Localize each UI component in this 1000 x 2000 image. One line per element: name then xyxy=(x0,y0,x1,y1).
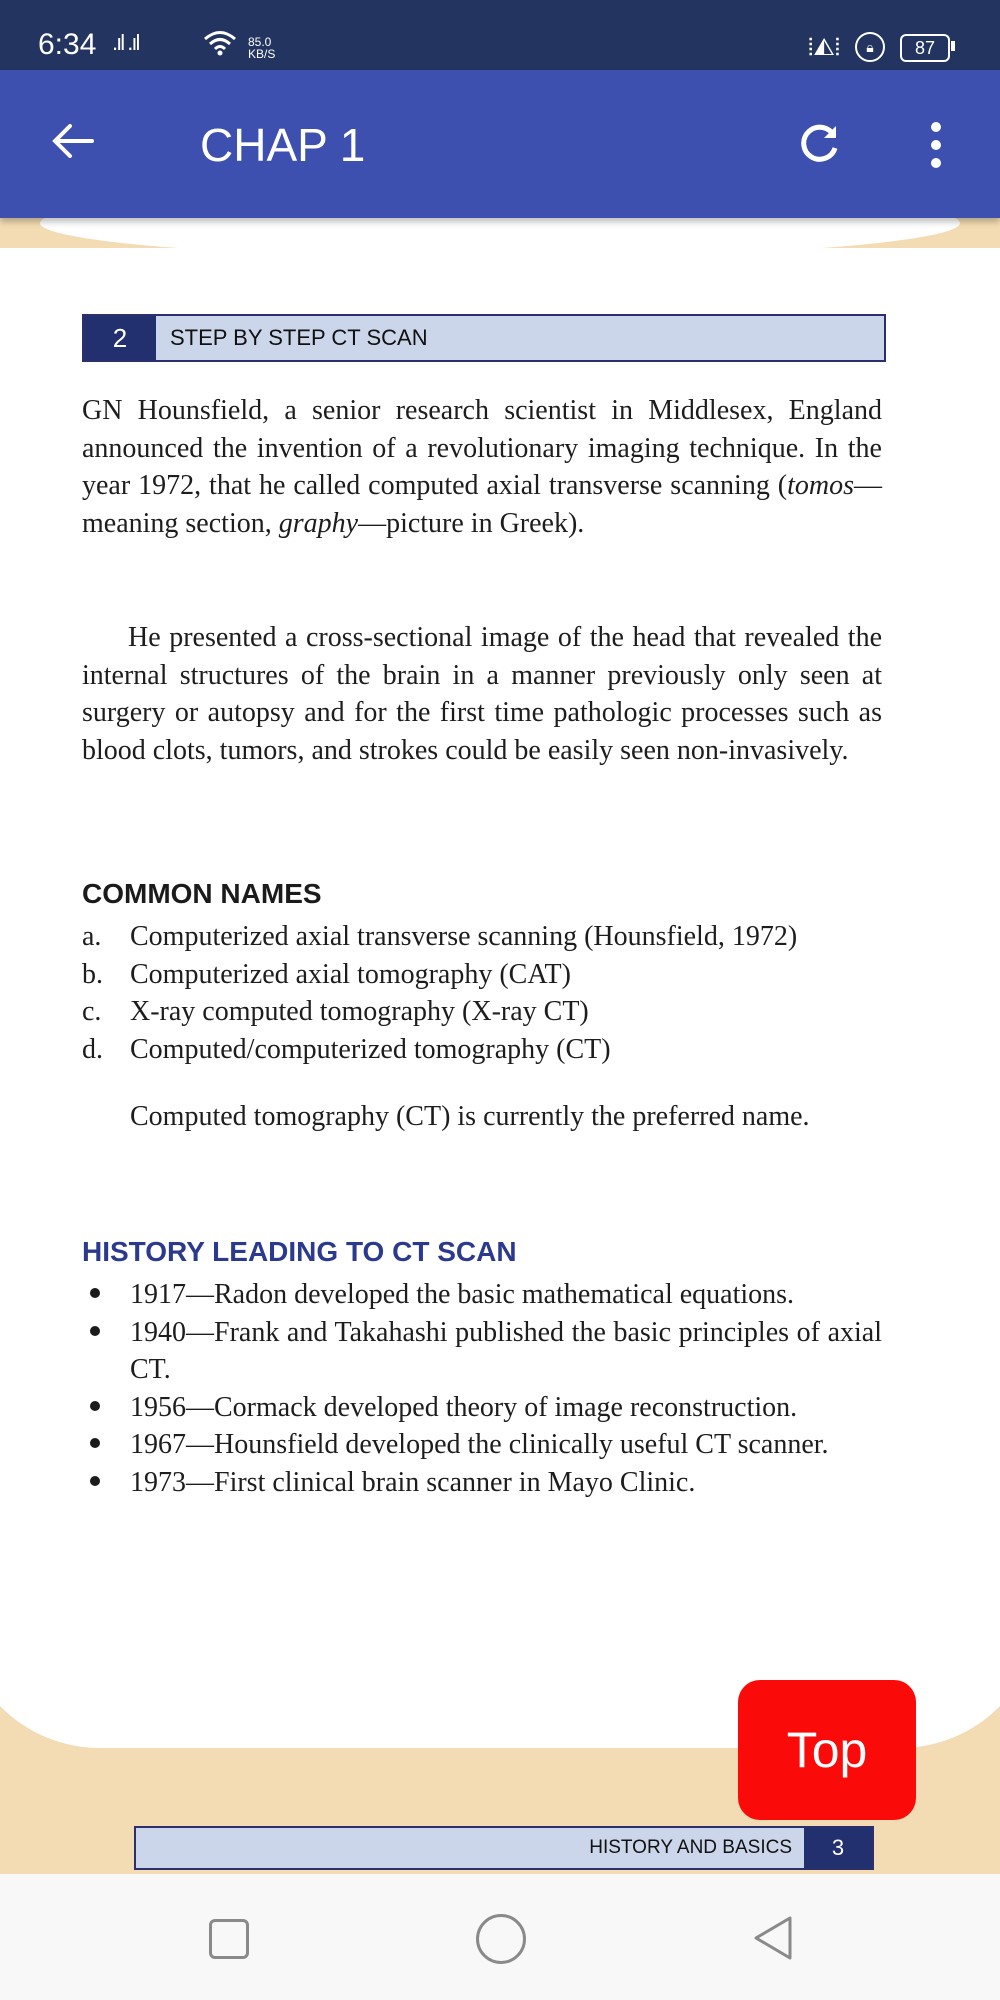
list-item-text: 1917—Radon developed the basic mathematical equations. xyxy=(130,1279,795,1310)
home-icon[interactable] xyxy=(476,1914,526,1964)
chapter-title: STEP BY STEP CT SCAN xyxy=(170,325,428,350)
nav-back-icon[interactable] xyxy=(748,1912,798,1964)
list-item-text: X-ray computed tomography (X-ray CT) xyxy=(130,996,589,1027)
status-time: 6:34 xyxy=(38,28,97,61)
list-item xyxy=(82,1314,882,1389)
bullet-icon xyxy=(90,1476,100,1486)
history-list xyxy=(82,1276,882,1501)
more-options-icon[interactable] xyxy=(928,120,944,170)
paragraph-intro xyxy=(82,392,882,542)
wifi-icon xyxy=(203,30,237,62)
common-names-heading: COMMON NAMES xyxy=(82,878,322,909)
battery-icon xyxy=(900,34,950,62)
intro-term-tomos: tomos xyxy=(787,470,854,501)
list-marker: d. xyxy=(82,1033,103,1065)
bullet-icon xyxy=(90,1438,100,1448)
list-item-text: 1956—Cormack developed theory of image reconstruction. xyxy=(130,1391,798,1423)
recents-icon[interactable] xyxy=(209,1919,249,1959)
list-item-text: 1967—Hounsfield developed the clinically useful CT scanner. xyxy=(130,1429,829,1460)
intro-text-a: GN Hounsfield, a senior research scientist in Middlesex, England announced the invention of a revolutionary imaging technique. In the year 1972, that he called computed axial transverse scanning ( xyxy=(82,395,882,501)
page-title: CHAP 1 xyxy=(200,119,366,171)
chapter-number: 2 xyxy=(84,316,156,360)
page-footer xyxy=(134,1826,874,1870)
signal-icon: .ıl .ıl xyxy=(112,30,139,55)
list-item-text: 1940—Frank and Takahashi published the basic principles of axial CT. xyxy=(130,1316,882,1385)
page-number: 3 xyxy=(804,1828,872,1868)
intro-text-b: — meaning section, xyxy=(82,470,882,539)
app-bar xyxy=(0,70,1000,218)
list-item-text: 1973—First clinical brain scanner in Mayo Clinic. xyxy=(130,1466,696,1498)
bullet-icon xyxy=(90,1401,100,1411)
preferred-name-text: Computed tomography (CT) is currently the preferred name. xyxy=(130,1101,810,1132)
list-item xyxy=(82,1276,882,1314)
battery-tip xyxy=(951,41,955,51)
intro-term-graphy: graphy xyxy=(278,507,359,539)
refresh-icon[interactable] xyxy=(796,118,844,166)
list-item xyxy=(82,1389,882,1427)
vibrate-icon: ⦙◭⦙ xyxy=(808,34,841,61)
common-names-list xyxy=(82,918,882,1068)
list-marker: c. xyxy=(82,996,102,1027)
list-marker: b. xyxy=(82,958,103,990)
bullet-icon xyxy=(90,1288,100,1298)
chapter-header xyxy=(82,314,886,362)
lock-icon: 🔒︎ xyxy=(855,32,885,62)
history-heading: HISTORY LEADING TO CT SCAN xyxy=(82,1236,517,1267)
list-item xyxy=(82,993,882,1031)
paragraph-cross-section: He presented a cross-sectional image of the head that revealed the internal structures of the brain in a manner previously only seen at surgery or autopsy and for the first time pathologic processes such as blood clots, tumors, and strokes could be easily seen non-invasively. xyxy=(82,622,882,766)
list-item-text: Computerized axial transverse scanning (Hounsfield, 1972) xyxy=(130,921,798,952)
status-bar xyxy=(0,0,1000,70)
list-item xyxy=(82,1464,882,1502)
list-item xyxy=(82,956,882,994)
list-marker: a. xyxy=(82,921,102,952)
speed-value: 85.0 xyxy=(248,35,272,49)
back-arrow-icon[interactable] xyxy=(48,116,98,166)
speed-unit: KB/S xyxy=(248,47,276,61)
footer-label: HISTORY AND BASICS xyxy=(589,1837,792,1858)
scroll-top-button[interactable]: Top xyxy=(738,1680,916,1820)
list-item xyxy=(82,918,882,956)
list-item xyxy=(82,1031,882,1069)
list-item-text: Computed/computerized tomography (CT) xyxy=(130,1033,611,1065)
bullet-icon xyxy=(90,1326,100,1336)
network-speed xyxy=(248,36,275,60)
system-nav-bar xyxy=(0,1874,1000,2000)
battery-level: 87 xyxy=(914,38,936,58)
intro-text-c: —picture in Greek). xyxy=(358,507,585,539)
list-item-text: Computerized axial tomography (CAT) xyxy=(130,958,571,990)
list-item xyxy=(82,1426,882,1464)
document-page[interactable] xyxy=(0,218,1000,1874)
